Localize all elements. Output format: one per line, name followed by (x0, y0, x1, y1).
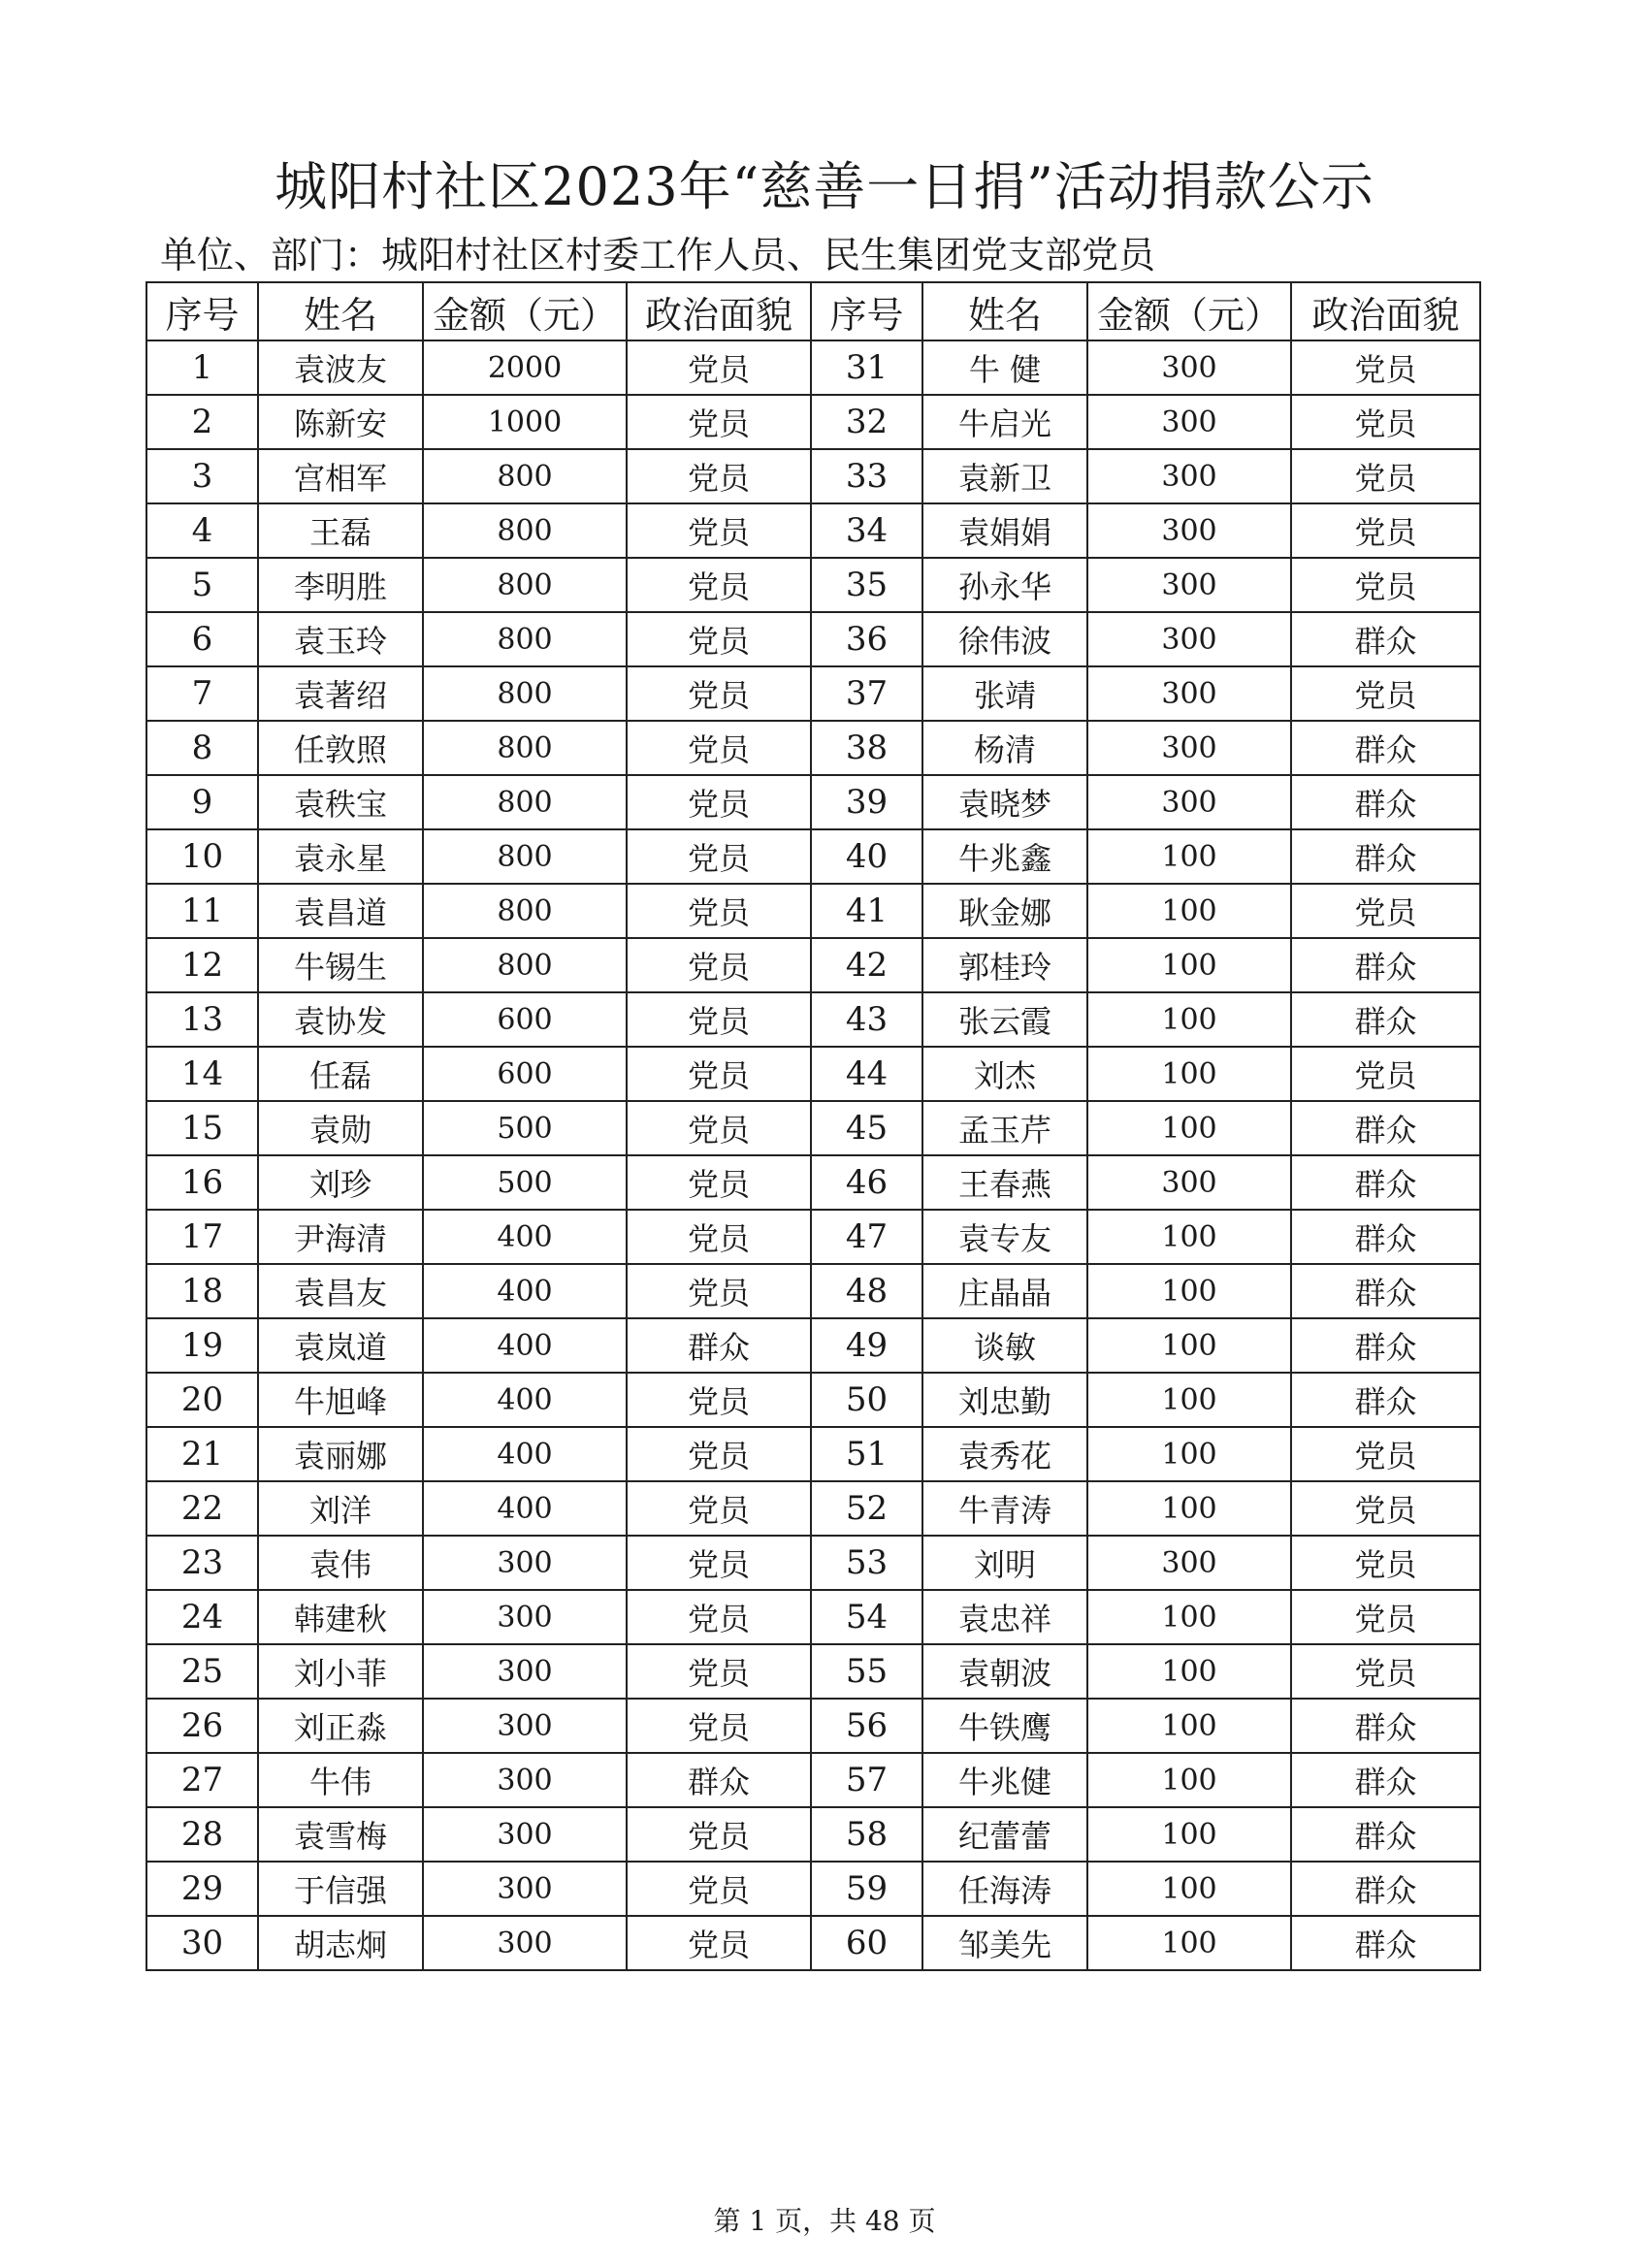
status-cell: 群众 (1291, 1699, 1480, 1753)
table-row (146, 1862, 1480, 1916)
table-body (146, 340, 1480, 1970)
status-cell: 群众 (1291, 612, 1480, 666)
status-cell: 群众 (1291, 992, 1480, 1047)
name-cell: 袁岚道 (258, 1318, 423, 1373)
header-cell: 政治面貌 (1291, 282, 1480, 340)
name-cell: 刘忠勤 (922, 1373, 1087, 1427)
amount-cell: 100 (1087, 1373, 1291, 1427)
serial-cell: 2 (146, 395, 258, 449)
serial-cell: 39 (811, 775, 922, 829)
amount-cell: 800 (423, 558, 627, 612)
serial-cell: 37 (811, 666, 922, 721)
status-cell: 党员 (1291, 1644, 1480, 1699)
name-cell: 陈新安 (258, 395, 423, 449)
status-cell: 党员 (627, 1807, 811, 1862)
table-row (146, 721, 1480, 775)
status-cell: 党员 (627, 1047, 811, 1101)
table-header-row (146, 282, 1480, 340)
table-row (146, 1427, 1480, 1481)
status-cell: 群众 (1291, 1101, 1480, 1155)
page-title: 城阳村社区2023年“慈善一日捐”活动捐款公示 (275, 156, 1374, 217)
table-row (146, 558, 1480, 612)
donation-table (146, 281, 1481, 1971)
status-cell: 党员 (627, 829, 811, 884)
serial-cell: 47 (811, 1210, 922, 1264)
amount-cell: 800 (423, 612, 627, 666)
status-cell: 党员 (627, 503, 811, 558)
name-cell: 袁新卫 (922, 449, 1087, 503)
name-cell: 邹美先 (922, 1916, 1087, 1970)
name-cell: 牛青涛 (922, 1481, 1087, 1536)
table-row (146, 829, 1480, 884)
table-row (146, 1644, 1480, 1699)
name-cell: 任磊 (258, 1047, 423, 1101)
name-cell: 耿金娜 (922, 884, 1087, 938)
serial-cell: 1 (146, 340, 258, 395)
serial-cell: 14 (146, 1047, 258, 1101)
name-cell: 袁永星 (258, 829, 423, 884)
status-cell: 群众 (1291, 1862, 1480, 1916)
amount-cell: 800 (423, 449, 627, 503)
name-cell: 任敦照 (258, 721, 423, 775)
status-cell: 党员 (1291, 340, 1480, 395)
table-row (146, 1536, 1480, 1590)
amount-cell: 300 (1087, 449, 1291, 503)
name-cell: 刘杰 (922, 1047, 1087, 1101)
serial-cell: 45 (811, 1101, 922, 1155)
table-row (146, 884, 1480, 938)
name-cell: 袁雪梅 (258, 1807, 423, 1862)
status-cell: 党员 (627, 1699, 811, 1753)
serial-cell: 43 (811, 992, 922, 1047)
amount-cell: 100 (1087, 1047, 1291, 1101)
name-cell: 王春燕 (922, 1155, 1087, 1210)
status-cell: 党员 (627, 1916, 811, 1970)
status-cell: 党员 (1291, 558, 1480, 612)
name-cell: 宫相军 (258, 449, 423, 503)
status-cell: 群众 (1291, 721, 1480, 775)
status-cell: 党员 (627, 992, 811, 1047)
amount-cell: 300 (1087, 721, 1291, 775)
name-cell: 刘正淼 (258, 1699, 423, 1753)
name-cell: 郭桂玲 (922, 938, 1087, 992)
status-cell: 党员 (627, 1210, 811, 1264)
amount-cell: 400 (423, 1481, 627, 1536)
status-cell: 党员 (627, 395, 811, 449)
name-cell: 谈敏 (922, 1318, 1087, 1373)
table-row (146, 938, 1480, 992)
amount-cell: 100 (1087, 1862, 1291, 1916)
status-cell: 党员 (627, 1644, 811, 1699)
serial-cell: 32 (811, 395, 922, 449)
name-cell: 袁勋 (258, 1101, 423, 1155)
amount-cell: 800 (423, 775, 627, 829)
serial-cell: 9 (146, 775, 258, 829)
table-row (146, 1699, 1480, 1753)
serial-cell: 51 (811, 1427, 922, 1481)
name-cell: 袁昌道 (258, 884, 423, 938)
serial-cell: 55 (811, 1644, 922, 1699)
name-cell: 纪蕾蕾 (922, 1807, 1087, 1862)
serial-cell: 7 (146, 666, 258, 721)
status-cell: 党员 (627, 721, 811, 775)
unit-line: 单位、部门：城阳村社区村委工作人员、民生集团党支部党员 (160, 234, 1156, 276)
amount-cell: 300 (1087, 340, 1291, 395)
serial-cell: 44 (811, 1047, 922, 1101)
amount-cell: 100 (1087, 1807, 1291, 1862)
name-cell: 袁玉玲 (258, 612, 423, 666)
serial-cell: 22 (146, 1481, 258, 1536)
amount-cell: 100 (1087, 884, 1291, 938)
header-cell: 序号 (146, 282, 258, 340)
serial-cell: 28 (146, 1807, 258, 1862)
amount-cell: 1000 (423, 395, 627, 449)
serial-cell: 59 (811, 1862, 922, 1916)
name-cell: 李明胜 (258, 558, 423, 612)
name-cell: 牛启光 (922, 395, 1087, 449)
name-cell: 袁昌友 (258, 1264, 423, 1318)
amount-cell: 300 (1087, 1536, 1291, 1590)
amount-cell: 100 (1087, 1644, 1291, 1699)
amount-cell: 300 (1087, 775, 1291, 829)
serial-cell: 36 (811, 612, 922, 666)
name-cell: 牛兆健 (922, 1753, 1087, 1807)
serial-cell: 29 (146, 1862, 258, 1916)
amount-cell: 600 (423, 992, 627, 1047)
name-cell: 孟玉芹 (922, 1101, 1087, 1155)
name-cell: 袁专友 (922, 1210, 1087, 1264)
serial-cell: 58 (811, 1807, 922, 1862)
amount-cell: 2000 (423, 340, 627, 395)
amount-cell: 400 (423, 1318, 627, 1373)
table-row (146, 1807, 1480, 1862)
serial-cell: 57 (811, 1753, 922, 1807)
name-cell: 杨清 (922, 721, 1087, 775)
name-cell: 庄晶晶 (922, 1264, 1087, 1318)
status-cell: 党员 (627, 884, 811, 938)
serial-cell: 26 (146, 1699, 258, 1753)
serial-cell: 48 (811, 1264, 922, 1318)
serial-cell: 52 (811, 1481, 922, 1536)
serial-cell: 21 (146, 1427, 258, 1481)
name-cell: 刘珍 (258, 1155, 423, 1210)
status-cell: 群众 (1291, 938, 1480, 992)
amount-cell: 100 (1087, 1427, 1291, 1481)
amount-cell: 100 (1087, 1264, 1291, 1318)
serial-cell: 13 (146, 992, 258, 1047)
status-cell: 党员 (627, 612, 811, 666)
amount-cell: 100 (1087, 1481, 1291, 1536)
name-cell: 袁丽娜 (258, 1427, 423, 1481)
serial-cell: 46 (811, 1155, 922, 1210)
table-row (146, 1916, 1480, 1970)
name-cell: 袁秩宝 (258, 775, 423, 829)
status-cell: 党员 (627, 938, 811, 992)
amount-cell: 800 (423, 829, 627, 884)
table-row (146, 1373, 1480, 1427)
status-cell: 党员 (627, 1481, 811, 1536)
name-cell: 刘明 (922, 1536, 1087, 1590)
status-cell: 党员 (627, 1862, 811, 1916)
serial-cell: 40 (811, 829, 922, 884)
amount-cell: 100 (1087, 938, 1291, 992)
serial-cell: 56 (811, 1699, 922, 1753)
name-cell: 袁晓梦 (922, 775, 1087, 829)
header-cell: 政治面貌 (627, 282, 811, 340)
serial-cell: 41 (811, 884, 922, 938)
amount-cell: 100 (1087, 1590, 1291, 1644)
status-cell: 党员 (1291, 1481, 1480, 1536)
page-footer: 第 1 页，共 48 页 (713, 2205, 936, 2237)
serial-cell: 11 (146, 884, 258, 938)
table-row (146, 1753, 1480, 1807)
status-cell: 群众 (1291, 1373, 1480, 1427)
serial-cell: 38 (811, 721, 922, 775)
status-cell: 党员 (627, 1373, 811, 1427)
status-cell: 党员 (1291, 395, 1480, 449)
name-cell: 牛旭峰 (258, 1373, 423, 1427)
serial-cell: 60 (811, 1916, 922, 1970)
name-cell: 韩建秋 (258, 1590, 423, 1644)
amount-cell: 300 (423, 1753, 627, 1807)
serial-cell: 20 (146, 1373, 258, 1427)
serial-cell: 3 (146, 449, 258, 503)
serial-cell: 42 (811, 938, 922, 992)
status-cell: 群众 (1291, 1210, 1480, 1264)
header-cell: 金额（元） (423, 282, 627, 340)
name-cell: 王磊 (258, 503, 423, 558)
amount-cell: 400 (423, 1373, 627, 1427)
status-cell: 群众 (1291, 1916, 1480, 1970)
amount-cell: 300 (1087, 612, 1291, 666)
serial-cell: 15 (146, 1101, 258, 1155)
name-cell: 于信强 (258, 1862, 423, 1916)
name-cell: 胡志炯 (258, 1916, 423, 1970)
table-row (146, 395, 1480, 449)
amount-cell: 100 (1087, 829, 1291, 884)
status-cell: 党员 (1291, 884, 1480, 938)
name-cell: 尹海清 (258, 1210, 423, 1264)
serial-cell: 33 (811, 449, 922, 503)
table-row (146, 1264, 1480, 1318)
name-cell: 张云霞 (922, 992, 1087, 1047)
serial-cell: 30 (146, 1916, 258, 1970)
amount-cell: 300 (1087, 503, 1291, 558)
status-cell: 党员 (1291, 1536, 1480, 1590)
name-cell: 张靖 (922, 666, 1087, 721)
status-cell: 党员 (627, 558, 811, 612)
serial-cell: 16 (146, 1155, 258, 1210)
amount-cell: 300 (1087, 558, 1291, 612)
name-cell: 袁波友 (258, 340, 423, 395)
status-cell: 党员 (627, 1536, 811, 1590)
status-cell: 党员 (1291, 449, 1480, 503)
table-row (146, 612, 1480, 666)
status-cell: 党员 (627, 1101, 811, 1155)
amount-cell: 300 (1087, 395, 1291, 449)
status-cell: 党员 (627, 1590, 811, 1644)
name-cell: 牛锡生 (258, 938, 423, 992)
serial-cell: 8 (146, 721, 258, 775)
status-cell: 群众 (1291, 1318, 1480, 1373)
table-row (146, 1590, 1480, 1644)
serial-cell: 10 (146, 829, 258, 884)
amount-cell: 100 (1087, 1916, 1291, 1970)
header-cell: 姓名 (922, 282, 1087, 340)
status-cell: 群众 (1291, 1155, 1480, 1210)
amount-cell: 800 (423, 503, 627, 558)
amount-cell: 600 (423, 1047, 627, 1101)
name-cell: 袁协发 (258, 992, 423, 1047)
status-cell: 群众 (627, 1753, 811, 1807)
serial-cell: 6 (146, 612, 258, 666)
amount-cell: 500 (423, 1101, 627, 1155)
amount-cell: 800 (423, 884, 627, 938)
name-cell: 袁娟娟 (922, 503, 1087, 558)
serial-cell: 27 (146, 1753, 258, 1807)
amount-cell: 800 (423, 721, 627, 775)
table-row (146, 1101, 1480, 1155)
status-cell: 党员 (627, 449, 811, 503)
status-cell: 党员 (1291, 1590, 1480, 1644)
table-row (146, 666, 1480, 721)
table-row (146, 992, 1480, 1047)
status-cell: 党员 (627, 666, 811, 721)
amount-cell: 400 (423, 1210, 627, 1264)
status-cell: 群众 (1291, 1264, 1480, 1318)
serial-cell: 34 (811, 503, 922, 558)
table-row (146, 1210, 1480, 1264)
name-cell: 袁著绍 (258, 666, 423, 721)
amount-cell: 100 (1087, 1101, 1291, 1155)
serial-cell: 31 (811, 340, 922, 395)
amount-cell: 400 (423, 1264, 627, 1318)
amount-cell: 300 (423, 1536, 627, 1590)
serial-cell: 12 (146, 938, 258, 992)
name-cell: 牛伟 (258, 1753, 423, 1807)
header-cell: 序号 (811, 282, 922, 340)
serial-cell: 35 (811, 558, 922, 612)
status-cell: 群众 (1291, 775, 1480, 829)
status-cell: 党员 (1291, 1427, 1480, 1481)
table-row (146, 340, 1480, 395)
serial-cell: 5 (146, 558, 258, 612)
amount-cell: 300 (423, 1916, 627, 1970)
serial-cell: 54 (811, 1590, 922, 1644)
serial-cell: 53 (811, 1536, 922, 1590)
amount-cell: 100 (1087, 1210, 1291, 1264)
amount-cell: 300 (423, 1590, 627, 1644)
table-row (146, 1155, 1480, 1210)
amount-cell: 800 (423, 938, 627, 992)
status-cell: 党员 (1291, 666, 1480, 721)
name-cell: 徐伟波 (922, 612, 1087, 666)
serial-cell: 18 (146, 1264, 258, 1318)
name-cell: 孙永华 (922, 558, 1087, 612)
amount-cell: 800 (423, 666, 627, 721)
serial-cell: 50 (811, 1373, 922, 1427)
serial-cell: 49 (811, 1318, 922, 1373)
amount-cell: 300 (423, 1699, 627, 1753)
name-cell: 袁伟 (258, 1536, 423, 1590)
name-cell: 任海涛 (922, 1862, 1087, 1916)
status-cell: 党员 (627, 775, 811, 829)
status-cell: 群众 (627, 1318, 811, 1373)
name-cell: 袁朝波 (922, 1644, 1087, 1699)
header-cell: 姓名 (258, 282, 423, 340)
amount-cell: 300 (1087, 1155, 1291, 1210)
status-cell: 党员 (627, 340, 811, 395)
amount-cell: 500 (423, 1155, 627, 1210)
table-row (146, 503, 1480, 558)
amount-cell: 300 (423, 1862, 627, 1916)
amount-cell: 300 (423, 1807, 627, 1862)
serial-cell: 23 (146, 1536, 258, 1590)
amount-cell: 300 (423, 1644, 627, 1699)
name-cell: 袁秀花 (922, 1427, 1087, 1481)
header-cell: 金额（元） (1087, 282, 1291, 340)
serial-cell: 25 (146, 1644, 258, 1699)
amount-cell: 300 (1087, 666, 1291, 721)
serial-cell: 17 (146, 1210, 258, 1264)
name-cell: 牛铁鹰 (922, 1699, 1087, 1753)
amount-cell: 100 (1087, 1699, 1291, 1753)
amount-cell: 100 (1087, 1753, 1291, 1807)
name-cell: 刘洋 (258, 1481, 423, 1536)
name-cell: 牛 健 (922, 340, 1087, 395)
serial-cell: 4 (146, 503, 258, 558)
status-cell: 群众 (1291, 1753, 1480, 1807)
status-cell: 党员 (1291, 503, 1480, 558)
serial-cell: 19 (146, 1318, 258, 1373)
amount-cell: 100 (1087, 1318, 1291, 1373)
status-cell: 党员 (627, 1264, 811, 1318)
name-cell: 袁忠祥 (922, 1590, 1087, 1644)
name-cell: 刘小菲 (258, 1644, 423, 1699)
amount-cell: 400 (423, 1427, 627, 1481)
table-row (146, 775, 1480, 829)
table-row (146, 1481, 1480, 1536)
status-cell: 党员 (1291, 1047, 1480, 1101)
table-row (146, 449, 1480, 503)
table-row (146, 1318, 1480, 1373)
status-cell: 群众 (1291, 1807, 1480, 1862)
status-cell: 党员 (627, 1427, 811, 1481)
amount-cell: 100 (1087, 992, 1291, 1047)
name-cell: 牛兆鑫 (922, 829, 1087, 884)
status-cell: 党员 (627, 1155, 811, 1210)
serial-cell: 24 (146, 1590, 258, 1644)
table-row (146, 1047, 1480, 1101)
status-cell: 群众 (1291, 829, 1480, 884)
